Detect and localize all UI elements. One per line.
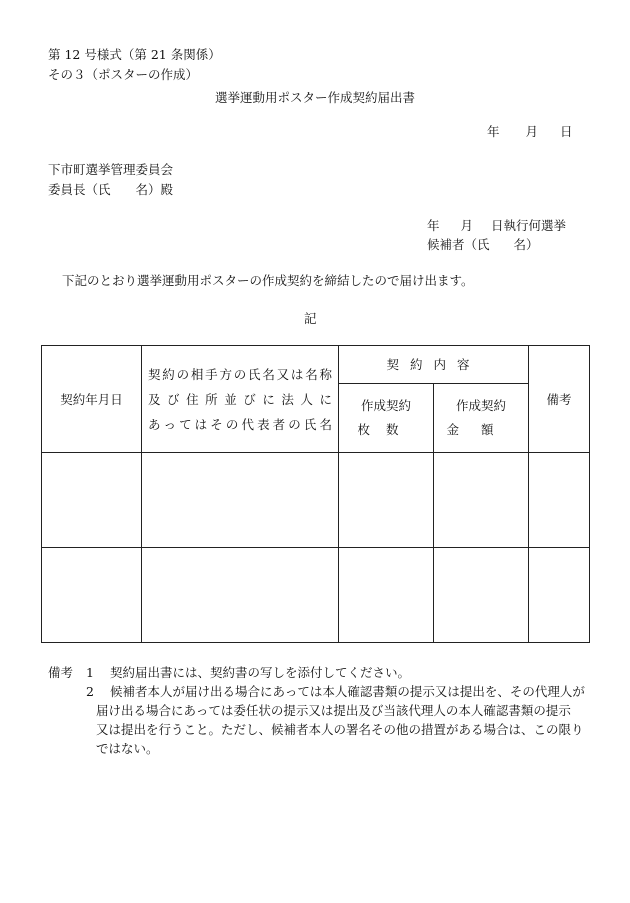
cell-remarks[interactable]	[529, 548, 590, 643]
header-remarks: 備考	[529, 346, 590, 453]
cell-party[interactable]	[142, 548, 339, 643]
document-title: 選挙運動用ポスター作成契約届出書	[215, 90, 416, 105]
cell-party[interactable]	[142, 453, 339, 548]
cell-count[interactable]	[339, 453, 434, 548]
header-amount-line-1: 作成契約	[456, 398, 507, 413]
note-1-number: 1	[86, 665, 94, 680]
header-count-line-2: 枚数	[357, 422, 415, 437]
date-day: 日	[560, 124, 573, 139]
header-count	[339, 384, 434, 453]
ki-heading: 記	[304, 311, 317, 326]
header-party-line-3: あってはその代表者の氏名	[148, 416, 332, 432]
table-row	[42, 453, 590, 548]
note-2-number: 2	[86, 684, 94, 699]
date-year: 年	[487, 124, 500, 139]
cell-date[interactable]	[42, 548, 142, 643]
header-amount-line-2: 金額	[446, 422, 516, 437]
note-2-line-1: 候補者本人が届け出る場合にあっては本人確認書類の提示又は提出を、その代理人が	[110, 684, 585, 699]
form-subtitle: その３（ポスターの作成）	[48, 67, 199, 82]
candidate-name-label: 名）	[513, 237, 539, 252]
election-month: 月	[460, 218, 474, 233]
note-2-line-3: 又は提出を行うこと。ただし、候補者本人の署名その他の措置がある場合は、この限り	[96, 722, 584, 737]
addressee-committee: 下市町選挙管理委員会	[48, 162, 174, 177]
statement-text: 下記のとおり選挙運動用ポスターの作成契約を締結したので届け出ます。	[62, 273, 474, 288]
date-line	[487, 124, 573, 139]
addressee-chairman: 委員長（氏 名）殿	[48, 182, 174, 197]
notes-label: 備考	[48, 665, 74, 680]
cell-remarks[interactable]	[529, 453, 590, 548]
election-day: 日執行何選挙	[491, 218, 567, 233]
note-2-line-2: 届け出る場合にあっては委任状の提示又は提出及び当該代理人の本人確認書類の提示	[96, 703, 571, 718]
cell-amount[interactable]	[434, 453, 529, 548]
header-party-line-2: 及び住所並びに法人に	[148, 391, 332, 407]
candidate-label: 候補者（氏	[427, 237, 490, 252]
cell-amount[interactable]	[434, 548, 529, 643]
header-count-line-1: 作成契約	[360, 398, 411, 413]
header-amount	[434, 384, 529, 453]
table-row	[42, 548, 590, 643]
candidate-line	[427, 237, 539, 252]
header-party	[142, 346, 339, 453]
contract-table	[41, 345, 590, 643]
election-year: 年	[427, 218, 440, 233]
header-party-line-1: 契約の相手方の氏名又は名称	[148, 366, 332, 382]
cell-count[interactable]	[339, 548, 434, 643]
note-2-line-4: ではない。	[96, 741, 159, 756]
header-contract-date: 契約年月日	[42, 346, 142, 453]
form-number: 第 12 号様式（第 21 条関係）	[48, 47, 221, 62]
date-month: 月	[525, 124, 539, 139]
note-1-text: 契約届出書には、契約書の写しを添付してください。	[110, 665, 411, 680]
header-contract-contents: 契約内容	[339, 346, 529, 384]
cell-date[interactable]	[42, 453, 142, 548]
election-date-line	[427, 218, 566, 233]
